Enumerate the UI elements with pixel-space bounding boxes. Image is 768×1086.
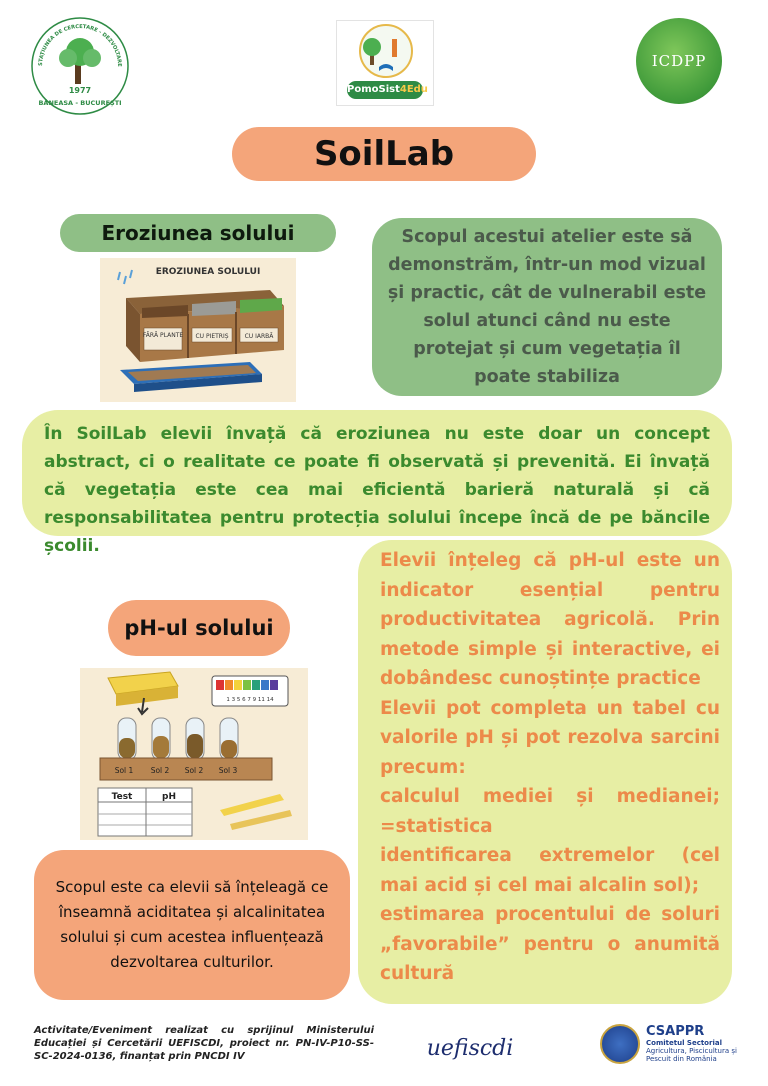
ph-goal-text: Scopul este ca elevii să înțeleagă ce înseamnă aciditatea și alcalinitatea solului și cum acestea influențează dezvoltarea culturilor.: [55, 878, 329, 971]
logo-year: 1977: [68, 86, 92, 95]
csappr-emblem-icon: [600, 1024, 640, 1064]
pomosist-logo: [336, 20, 434, 106]
footer-text: Activitate/Eveniment realizat cu sprijinul Ministerului Educației și Cercetării UEFISCDI, proiect nr. PN-IV-P10-SS-SC-2024-0136, finanțat prin PNCDI IV: [34, 1025, 374, 1062]
soilab-paragraph: În SoilLab elevii învață că eroziunea nu este doar un concept abstract, ci o realitate ce poate fi observată și prevenită. Ei învață că vegetația este cea mai eficientă barieră naturală și că responsabilitatea pentru protecția solului începe încă de pe băncile școlii.: [44, 424, 710, 556]
logo-place: BĂNEASA - BUCUREȘTI: [38, 99, 122, 107]
tube-label-3: Sol 2: [184, 766, 204, 775]
erosion-goal-box: [372, 218, 722, 396]
ph-scale-numbers: 1 3 5 6 7 9 11 14: [226, 697, 274, 703]
ph-text-p1: Elevii înțeleg că pH-ul este un indicator esențial pentru productivitatea agricolă. Prin metode simple și interactive, ei dobândesc cunoștințe practice: [380, 550, 720, 689]
ph-text-p2: Elevii pot completa un tabel cu valorile pH și pot rezolva sarcini precum:: [380, 697, 720, 778]
erosion-illustration: [100, 258, 296, 402]
ph-text-p3: calculul mediei și medianei; =statistica: [380, 786, 720, 837]
table-header-test: Test: [111, 792, 133, 802]
ph-heading: pH-ul solului: [124, 616, 274, 640]
ph-goal-box: [34, 850, 350, 1000]
csappr-sub2: Agricultura, Piscicultura și Pescuit din România: [646, 1047, 737, 1063]
uefiscdi-text: uefiscdi: [426, 1035, 514, 1061]
erosion-heading: Eroziunea solului: [101, 221, 295, 245]
title-pill: [232, 127, 536, 181]
ph-text-box: [358, 540, 732, 1004]
logo-arc-text: STAȚIUNEA DE CERCETARE - DEZVOLTARE: [37, 23, 123, 67]
box-label-2: CU PIETRIȘ: [195, 333, 229, 340]
icdpp-text: ICDPP: [651, 52, 707, 70]
pomosist-caption: PomoSist4Edu: [347, 81, 423, 99]
footer-funding-text: [34, 1024, 374, 1063]
ph-heading-pill: [108, 600, 290, 656]
ph-text-p5: estimarea procentului de soluri „favorabile” pentru o anumită cultură: [380, 904, 720, 984]
icdpp-logo: [636, 18, 722, 104]
tube-label-2: Sol 2: [150, 766, 170, 775]
csappr-logo: [646, 1024, 756, 1063]
csappr-sub1: Comitetul Sectorial: [646, 1039, 722, 1047]
csappr-title: CSAPPR: [646, 1024, 705, 1039]
erosion-goal-text: Scopul acestui atelier este să demonstrăm, într-un mod vizual și practic, cât de vulnerabil este solul atunci când nu este protejat și cum vegetația îl poate stabiliza: [387, 227, 707, 387]
table-header-ph: pH: [162, 792, 176, 802]
box-label-1: FĂRĂ PLANTE: [142, 332, 184, 339]
tube-label-4: Sol 3: [218, 766, 238, 775]
ph-text-p4: identificarea extremelor (cel mai acid și cel mai alcalin sol);: [380, 845, 720, 896]
page-title: SoilLab: [313, 134, 455, 174]
uefiscdi-logo: [420, 1030, 520, 1066]
tube-label-1: Sol 1: [114, 766, 134, 775]
ph-illustration: [80, 668, 308, 840]
erosion-heading-pill: [60, 214, 336, 252]
soilab-paragraph-box: [22, 410, 732, 556]
scdp-baneasa-logo: [28, 14, 132, 118]
box-label-3: CU IARBĂ: [244, 333, 274, 340]
erosion-illustration-title: EROZIUNEA SOLULUI: [155, 267, 261, 277]
